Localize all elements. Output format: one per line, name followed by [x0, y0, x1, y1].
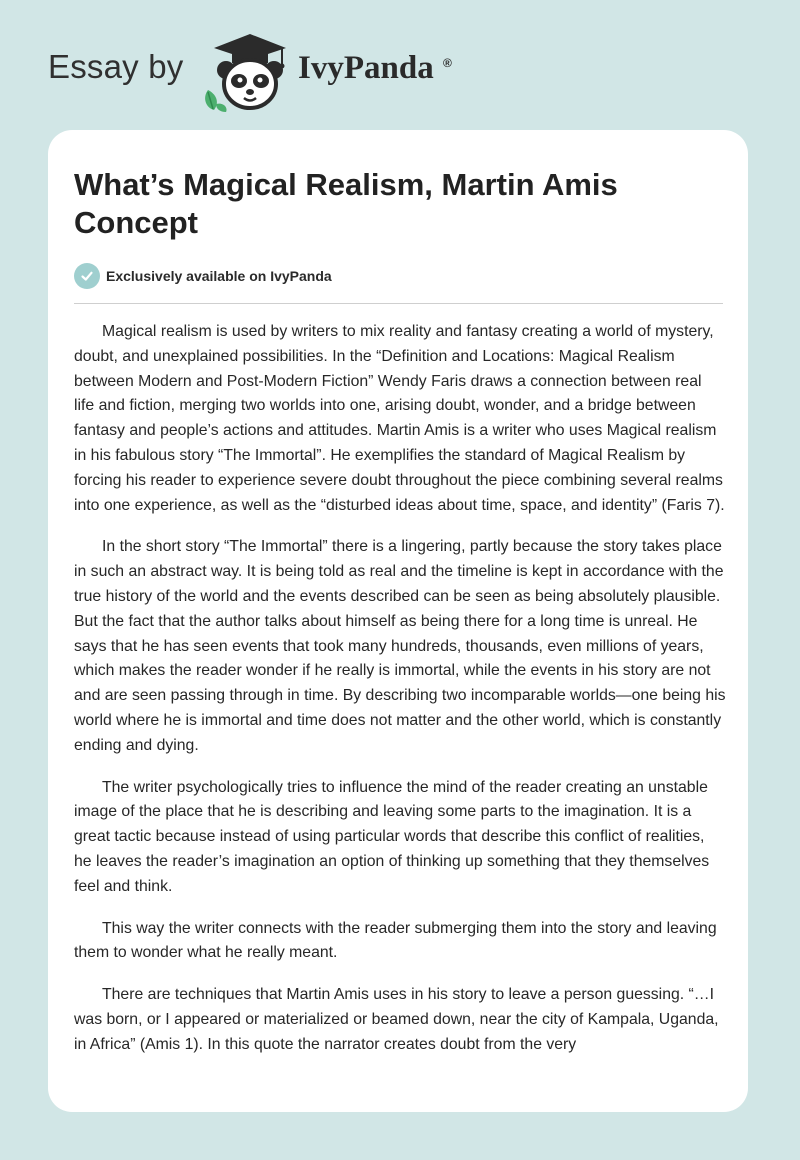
- page-title: What’s Magical Realism, Martin Amis Concept: [74, 167, 618, 240]
- brand-prefix: Essay by: [48, 48, 184, 85]
- paragraph: This way the writer connects with the reader submerging them into the story and leaving them to wonder what he really meant.: [74, 919, 717, 962]
- paragraph: The writer psychologically tries to influence the mind of the reader creating an unstable image of the place that he is describing and leaving some parts to the imagination. It is a great tactic because instead of using particular words that describe this conflict of realities, he leaves the reader’s imagination an option of thinking up something that they themselves feel and think.: [74, 778, 710, 895]
- panda-graduate-icon[interactable]: [200, 32, 296, 114]
- essay-card: [48, 130, 748, 1112]
- paragraph: Magical realism is used by writers to mix reality and fantasy creating a world of mystery, doubt, and unexplained possibilities. In the “Definition and Locations: Magical Realism between Modern and Post-Modern Fiction” Wendy Faris draws a connection between real life and fiction, merging two worlds into one, arising doubt, wonder, and a bridge between fantasy and people’s actions and attitudes. Martin Amis is a writer who uses Magical realism in his fabulous story “The Immortal”. He exemplifies the standard of Magical Realism by forcing his reader to experience severe doubt throughout the piece combining several realms into one experience, as well as the “disturbed ideas about time, space, and identity” (Faris 7).: [74, 323, 725, 514]
- paragraph: There are techniques that Martin Amis uses in his story to leave a person guessing. “…I was born, or I appeared or materialized or beamed down, near the city of Kampala, Uganda, in Africa” (Amis 1). In this quote the narrator creates doubt from the very: [74, 986, 719, 1053]
- badge-label: Exclusively available on IvyPanda: [106, 268, 332, 284]
- paragraph: In the short story “The Immortal” there is a lingering, partly because the story takes place in such an abstract way. It is being told as real and the timeline is kept in accordance with the true history of the world and the events described can be seen as being absolutely plausible. But the fact that the author talks about himself as being there for a long time is unreal. He says that he has seen events that took many hundreds, thousands, even millions of years, which makes the reader wonder if he really is immortal, while the events in his story are not and are seen passing through in time. By describing two incomparable worlds—one being his world where he is immortal and time does not matter and the other world, which is constantly ending and dying.: [74, 538, 726, 754]
- exclusive-badge: [74, 263, 332, 289]
- brand-name[interactable]: IvyPanda: [298, 50, 434, 86]
- registered-mark: ®: [443, 56, 452, 70]
- check-icon: [74, 263, 100, 289]
- essay-body: [74, 320, 726, 1075]
- brand-header: [48, 30, 508, 114]
- divider: [74, 303, 723, 304]
